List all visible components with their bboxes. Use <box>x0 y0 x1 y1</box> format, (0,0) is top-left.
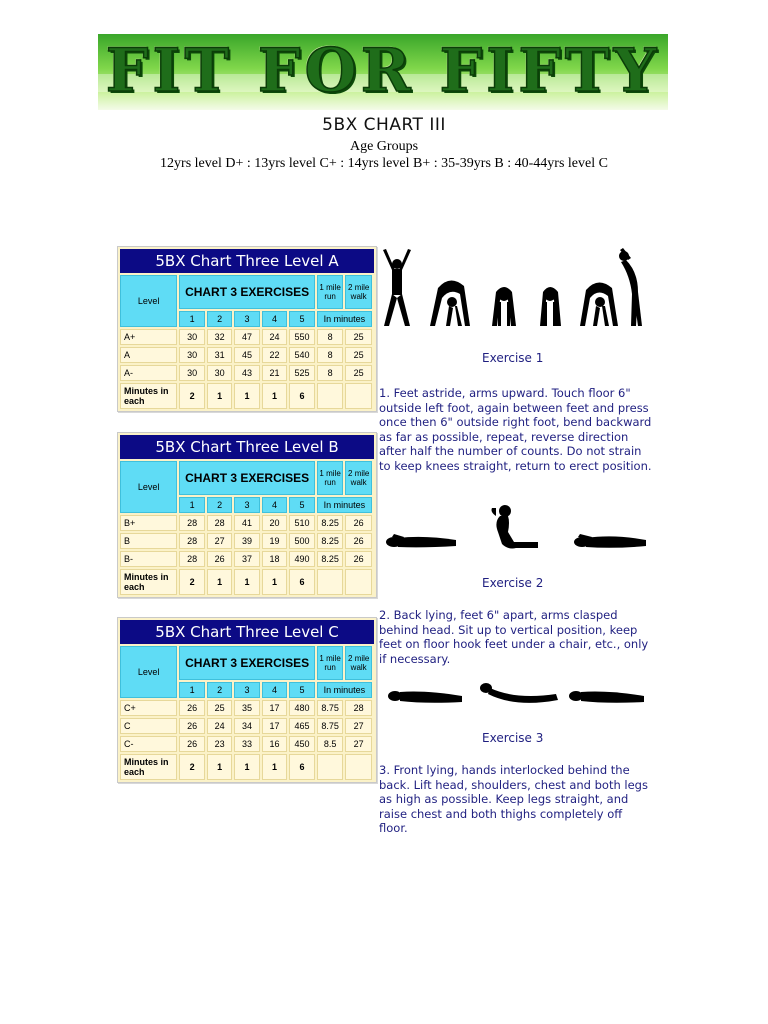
exercise-number-header: 3 <box>234 311 259 327</box>
table-cell: 26 <box>345 551 372 567</box>
table-row <box>120 365 372 381</box>
figure-bend-backward <box>619 248 642 326</box>
table-cell: 22 <box>262 347 287 363</box>
age-groups-title: Age Groups <box>349 139 419 154</box>
table-cell: 31 <box>207 347 232 363</box>
table-row <box>120 329 372 345</box>
table-cell: C <box>120 718 177 734</box>
table-row <box>120 736 372 752</box>
minutes-in-each-label: Minutes in each <box>120 569 177 595</box>
figure-arched <box>480 683 558 703</box>
banner-title: FIT FOR FIFTY <box>105 36 661 106</box>
exercise-3-figures <box>386 680 651 712</box>
table-cell: 450 <box>289 736 315 752</box>
table-cell: 26 <box>179 718 204 734</box>
table-row <box>120 551 372 567</box>
exercise-1-description: 1. Feet astride, arms upward. Touch floor 6" outside left foot, again between feet and press once then 6" outside right foot, bend backward as far as possible, repeat, reverse direction after half the number of counts. Do not strain to keep knees straight, return to erect position. <box>379 386 652 473</box>
level-column-header: Level <box>120 646 177 698</box>
table-cell: 27 <box>345 736 372 752</box>
table-cell-empty <box>345 754 372 780</box>
level-grid <box>118 273 374 411</box>
exercise-number-header: 5 <box>289 682 315 698</box>
minutes-value: 1 <box>234 569 259 595</box>
exercise-2-description: 2. Back lying, feet 6" apart, arms clasped behind head. Sit up to vertical position, keep feet on floor hook feet under a chair, etc., only if necessary. <box>379 608 649 666</box>
minutes-value: 1 <box>207 569 232 595</box>
table-cell: 33 <box>234 736 259 752</box>
table-cell: 26 <box>345 515 372 531</box>
table-cell: C+ <box>120 700 177 716</box>
table-cell: A+ <box>120 329 177 345</box>
table-cell: 25 <box>207 700 232 716</box>
figure-touch-floor-center <box>492 287 516 326</box>
minutes-value: 1 <box>234 754 259 780</box>
figure-standing-arms-up <box>383 249 411 326</box>
table-cell: 25 <box>345 329 372 345</box>
table-cell: 37 <box>234 551 259 567</box>
banner-image <box>98 34 668 110</box>
table-cell: 26 <box>207 551 232 567</box>
mile-run-header: 1 mile run <box>317 461 344 495</box>
exercise-number-header: 2 <box>207 311 232 327</box>
table-cell-empty <box>317 569 344 595</box>
table-cell: 28 <box>179 515 204 531</box>
figure-front-lying-2 <box>569 691 644 703</box>
table-cell: A- <box>120 365 177 381</box>
table-cell: 35 <box>234 700 259 716</box>
minutes-value: 1 <box>207 383 232 409</box>
exercise-3-description: 3. Front lying, hands interlocked behind the back. Lift head, shoulders, chest and both legs as high as possible. Keep legs straight, and raise chest and both thighs completely off floor. <box>379 763 648 836</box>
mile-run-header: 1 mile run <box>317 646 344 680</box>
table-cell: 480 <box>289 700 315 716</box>
table-cell: 39 <box>234 533 259 549</box>
table-cell: 25 <box>345 347 372 363</box>
table-cell: 550 <box>289 329 315 345</box>
table-cell: 20 <box>262 515 287 531</box>
table-cell: 30 <box>179 365 204 381</box>
page-title: 5BX CHART III <box>322 115 446 135</box>
minutes-in-each-label: Minutes in each <box>120 383 177 409</box>
table-cell: 465 <box>289 718 315 734</box>
level-column-header: Level <box>120 275 177 327</box>
table-cell: 8.25 <box>317 515 344 531</box>
figure-touch-floor-right <box>580 282 618 326</box>
table-cell: 28 <box>207 515 232 531</box>
table-cell: 25 <box>345 365 372 381</box>
minutes-value: 6 <box>289 569 315 595</box>
exercise-number-header: 1 <box>179 497 204 513</box>
table-cell: 30 <box>207 365 232 381</box>
in-minutes-header: In minutes <box>317 497 372 513</box>
level-grid <box>118 644 374 782</box>
table-cell: 8.75 <box>317 700 344 716</box>
table-cell: 21 <box>262 365 287 381</box>
table-cell: 8.75 <box>317 718 344 734</box>
exercises-header: CHART 3 EXERCISES <box>179 275 314 309</box>
level-grid <box>118 459 374 597</box>
exercise-number-header: 4 <box>262 497 287 513</box>
exercise-1-figures <box>380 248 645 332</box>
figure-back-lying <box>386 534 456 547</box>
minutes-value: 1 <box>262 569 287 595</box>
table-cell: B- <box>120 551 177 567</box>
age-groups-line: 12yrs level D+ : 13yrs level C+ : 14yrs level B+ : 35-39yrs B : 40-44yrs level C <box>160 156 608 171</box>
minutes-value: 1 <box>262 754 287 780</box>
table-cell: 17 <box>262 718 287 734</box>
table-row <box>120 347 372 363</box>
in-minutes-header: In minutes <box>317 682 372 698</box>
table-cell: 23 <box>207 736 232 752</box>
table-cell: 30 <box>179 329 204 345</box>
minutes-value: 6 <box>289 754 315 780</box>
minutes-value: 2 <box>179 383 204 409</box>
table-cell: 8.25 <box>317 533 344 549</box>
table-cell: C- <box>120 736 177 752</box>
table-cell: B <box>120 533 177 549</box>
mile-run-header: 1 mile run <box>317 275 344 309</box>
exercise-number-header: 2 <box>207 497 232 513</box>
exercise-number-header: 5 <box>289 311 315 327</box>
table-cell: 24 <box>262 329 287 345</box>
minutes-value: 1 <box>207 754 232 780</box>
table-cell: 26 <box>345 533 372 549</box>
mile-walk-header: 2 mile walk <box>345 646 372 680</box>
table-cell: 8.25 <box>317 551 344 567</box>
exercise-number-header: 2 <box>207 682 232 698</box>
table-cell: 30 <box>179 347 204 363</box>
table-cell: 525 <box>289 365 315 381</box>
table-row <box>120 515 372 531</box>
exercise-number-header: 4 <box>262 682 287 698</box>
table-cell: 500 <box>289 533 315 549</box>
exercise-number-header: 1 <box>179 682 204 698</box>
table-cell: 27 <box>207 533 232 549</box>
table-cell: 490 <box>289 551 315 567</box>
level-b-table <box>117 432 377 598</box>
level-column-header: Level <box>120 461 177 513</box>
table-cell: 47 <box>234 329 259 345</box>
table-cell: 26 <box>179 700 204 716</box>
table-cell: 28 <box>179 551 204 567</box>
exercise-number-header: 4 <box>262 311 287 327</box>
level-a-table <box>117 246 377 412</box>
table-cell: 32 <box>207 329 232 345</box>
exercise-number-header: 3 <box>234 497 259 513</box>
table-cell: 28 <box>345 700 372 716</box>
table-cell: 540 <box>289 347 315 363</box>
level-c-table <box>117 617 377 783</box>
table-row <box>120 718 372 734</box>
exercise-2-caption: Exercise 2 <box>482 576 544 590</box>
table-cell: 28 <box>179 533 204 549</box>
figure-press-between <box>540 287 561 326</box>
exercise-3-caption: Exercise 3 <box>482 731 544 745</box>
level-title: 5BX Chart Three Level C <box>120 620 374 644</box>
table-cell: B+ <box>120 515 177 531</box>
table-cell: 16 <box>262 736 287 752</box>
level-title: 5BX Chart Three Level A <box>120 249 374 273</box>
mile-walk-header: 2 mile walk <box>345 461 372 495</box>
table-cell-empty <box>345 383 372 409</box>
minutes-value: 6 <box>289 383 315 409</box>
table-cell: 17 <box>262 700 287 716</box>
table-cell: 8.5 <box>317 736 344 752</box>
table-cell: 8 <box>317 329 344 345</box>
table-cell: 26 <box>179 736 204 752</box>
table-cell: 45 <box>234 347 259 363</box>
table-cell: 43 <box>234 365 259 381</box>
figure-sit-up <box>492 505 539 549</box>
table-cell: 19 <box>262 533 287 549</box>
table-cell-empty <box>317 383 344 409</box>
table-cell: 24 <box>207 718 232 734</box>
table-cell: 510 <box>289 515 315 531</box>
mile-walk-header: 2 mile walk <box>345 275 372 309</box>
figure-touch-floor-left <box>430 280 470 326</box>
table-row <box>120 700 372 716</box>
in-minutes-header: In minutes <box>317 311 372 327</box>
table-cell: 8 <box>317 365 344 381</box>
minutes-value: 1 <box>262 383 287 409</box>
level-title: 5BX Chart Three Level B <box>120 435 374 459</box>
table-cell-empty <box>317 754 344 780</box>
exercises-header: CHART 3 EXERCISES <box>179 461 314 495</box>
figure-front-lying <box>388 691 462 703</box>
table-cell: 27 <box>345 718 372 734</box>
exercise-number-header: 5 <box>289 497 315 513</box>
table-cell: 34 <box>234 718 259 734</box>
minutes-value: 2 <box>179 569 204 595</box>
minutes-value: 1 <box>234 383 259 409</box>
exercise-number-header: 1 <box>179 311 204 327</box>
exercise-2-figures <box>384 504 649 554</box>
exercises-header: CHART 3 EXERCISES <box>179 646 314 680</box>
exercise-number-header: 3 <box>234 682 259 698</box>
figure-back-lying-2 <box>574 534 646 548</box>
exercise-1-caption: Exercise 1 <box>482 351 544 365</box>
table-cell: 18 <box>262 551 287 567</box>
table-cell-empty <box>345 569 372 595</box>
minutes-in-each-label: Minutes in each <box>120 754 177 780</box>
minutes-value: 2 <box>179 754 204 780</box>
table-cell: 41 <box>234 515 259 531</box>
table-cell: 8 <box>317 347 344 363</box>
table-cell: A <box>120 347 177 363</box>
table-row <box>120 533 372 549</box>
